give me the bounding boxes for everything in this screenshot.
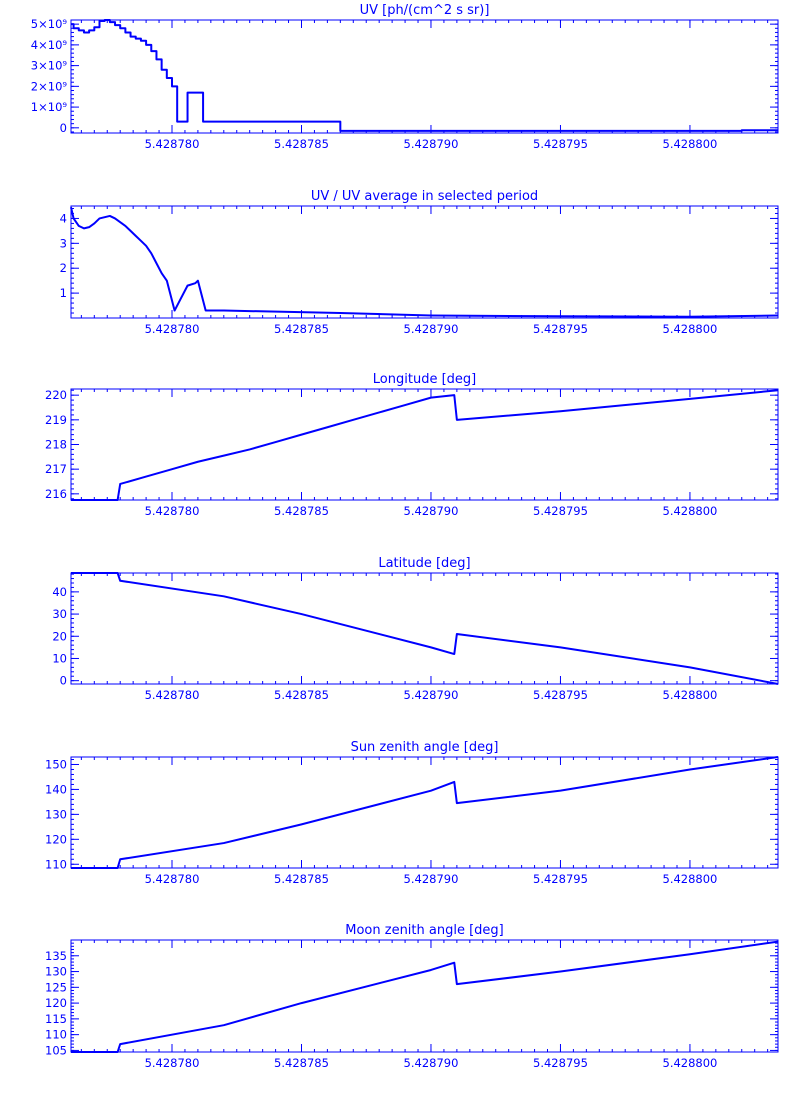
y-tick-label: 220 <box>45 388 67 403</box>
data-series-line <box>71 942 778 1052</box>
x-tick-label: 5.428785 <box>274 322 329 336</box>
x-tick-label: 5.428800 <box>662 504 718 518</box>
y-tick-label: 135 <box>45 948 67 963</box>
x-tick-label: 5.428780 <box>144 1056 200 1070</box>
chart-panel-3 <box>45 372 778 518</box>
data-series-line <box>71 757 778 868</box>
y-tick-label: 5×10⁹ <box>30 17 67 32</box>
y-tick-label: 216 <box>45 486 67 501</box>
x-tick-label: 5.428790 <box>403 688 459 702</box>
x-tick-label: 5.428795 <box>533 137 588 151</box>
x-tick-label: 5.428780 <box>144 872 200 886</box>
x-tick-label: 5.428785 <box>274 872 329 886</box>
x-tick-label: 5.428790 <box>403 872 459 886</box>
data-series-line <box>71 573 778 684</box>
chart-title: Moon zenith angle [deg] <box>345 923 504 938</box>
y-tick-label: 2×10⁹ <box>30 79 67 94</box>
x-tick-label: 5.428780 <box>144 322 200 336</box>
y-tick-label: 120 <box>45 832 67 847</box>
x-tick-label: 5.428795 <box>533 322 588 336</box>
y-tick-label: 40 <box>52 584 67 599</box>
x-tick-label: 5.428800 <box>662 1056 718 1070</box>
plot-frame <box>71 206 778 318</box>
chart-panel-5 <box>45 740 778 886</box>
x-tick-label: 5.428785 <box>274 1056 329 1070</box>
plot-frame <box>71 389 778 500</box>
y-tick-label: 110 <box>45 1027 67 1042</box>
y-tick-label: 218 <box>45 437 67 452</box>
y-tick-label: 20 <box>52 629 67 644</box>
x-tick-label: 5.428795 <box>533 1056 588 1070</box>
y-tick-label: 140 <box>45 782 67 797</box>
x-tick-label: 5.428780 <box>144 137 200 151</box>
y-tick-label: 1×10⁹ <box>30 100 67 115</box>
data-series-line <box>71 20 778 131</box>
chart-panel-2 <box>60 189 778 336</box>
x-tick-label: 5.428800 <box>662 322 718 336</box>
y-tick-label: 110 <box>45 857 67 872</box>
chart-title: Latitude [deg] <box>378 556 471 571</box>
x-tick-label: 5.428785 <box>274 137 329 151</box>
y-tick-label: 125 <box>45 980 67 995</box>
y-tick-label: 217 <box>45 462 67 477</box>
chart-title: Longitude [deg] <box>372 372 477 387</box>
y-tick-label: 4×10⁹ <box>30 37 67 52</box>
x-tick-label: 5.428795 <box>533 504 588 518</box>
y-tick-label: 30 <box>52 607 67 622</box>
chart-title: Sun zenith angle [deg] <box>350 740 499 755</box>
y-tick-label: 130 <box>45 964 67 979</box>
x-tick-label: 5.428790 <box>403 1056 459 1070</box>
y-tick-label: 4 <box>59 211 67 226</box>
x-tick-label: 5.428790 <box>403 322 459 336</box>
y-tick-label: 2 <box>59 261 67 276</box>
y-tick-label: 130 <box>45 807 67 822</box>
y-tick-label: 219 <box>45 412 67 427</box>
data-series-line <box>71 207 778 317</box>
x-tick-label: 5.428800 <box>662 872 718 886</box>
x-tick-label: 5.428795 <box>533 688 588 702</box>
chart-title: UV [ph/(cm^2 s sr)] <box>359 3 490 18</box>
chart-panel-6 <box>45 923 778 1070</box>
chart-panel-1 <box>31 3 778 151</box>
y-tick-label: 150 <box>45 757 67 772</box>
y-tick-label: 0 <box>59 673 67 688</box>
chart-title: UV / UV average in selected period <box>310 189 539 204</box>
x-tick-label: 5.428780 <box>144 504 200 518</box>
y-tick-label: 3×10⁹ <box>30 58 67 73</box>
x-tick-label: 5.428800 <box>662 688 718 702</box>
y-tick-label: 120 <box>45 996 67 1011</box>
x-tick-label: 5.428795 <box>533 872 588 886</box>
y-tick-label: 0 <box>59 120 67 135</box>
x-tick-label: 5.428785 <box>274 688 329 702</box>
y-tick-label: 1 <box>59 286 67 301</box>
data-series-line <box>71 390 778 500</box>
y-tick-label: 3 <box>59 236 67 251</box>
x-tick-label: 5.428780 <box>144 688 200 702</box>
chart-panel-4 <box>52 556 778 702</box>
x-tick-label: 5.428790 <box>403 137 459 151</box>
y-tick-label: 105 <box>45 1043 67 1058</box>
x-tick-label: 5.428790 <box>403 504 459 518</box>
x-tick-label: 5.428785 <box>274 504 329 518</box>
x-tick-label: 5.428800 <box>662 137 718 151</box>
y-tick-label: 115 <box>45 1011 67 1026</box>
y-tick-label: 10 <box>52 651 67 666</box>
